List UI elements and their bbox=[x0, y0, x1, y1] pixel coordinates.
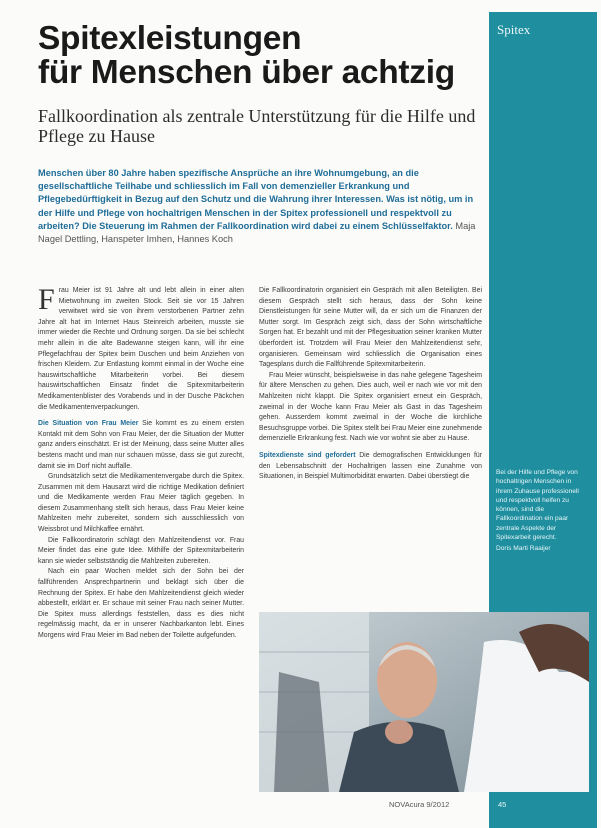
article-photo bbox=[259, 612, 589, 792]
title-line-1: Spitexleistungen bbox=[38, 20, 302, 57]
lead-text: Menschen über 80 Jahre haben spezifische Ansprüche an ihre Wohnumgebung, an die gesellschaftliche Teilhabe und schliesslich im Fall von demenzieller Erkrankung und Pflegebedürftigkeit in Bezug auf den Schutz und die Wahrung ihrer Interessen. Was ist nötig, um in der Hilfe und Pflege von hochaltrigen Menschen in der Spitex professionell und respektvoll zu arbeiten? Die Steuerung im Rahmen der Fallkoordination wird dabei zu einem Schlüsselfaktor. bbox=[38, 168, 474, 231]
drop-cap: F bbox=[38, 283, 55, 316]
photo-elderly-man-with-nurse-icon bbox=[259, 612, 589, 792]
pull-quote-author: Doris Marti Raaijer bbox=[496, 545, 551, 553]
title-line-2: für Menschen über achtzig bbox=[38, 54, 455, 91]
pull-quote-text: Bei der Hilfe und Pflege von hochaltrigen Menschen in ihrem Zuhause professionell und respektvoll helfen zu können, sind die Fallkoordination ein paar zentrale Aspekte der Spitexarbeit gerecht. bbox=[496, 469, 579, 542]
pull-quote bbox=[496, 468, 588, 554]
section-heading-situation: Die Situation von Frau Meier bbox=[38, 420, 139, 428]
col1-paragraph-4: Die Fallkoordinatorin schlägt den Mahlzeitendienst vor. Frau Meier findet das eine gute Idee. Mithilfe der Spitexmitarbeiterin kann sie wieder selbstständig die Mahlzeiten zubereiten. bbox=[38, 536, 244, 565]
col1-paragraph-5: Nach ein paar Wochen meldet sich der Sohn bei der fallführenden Ansprechpartnerin und beklagt sich über die Rechnung der Spitex. Er habe den Mahlzeitendienst gleich wieder abbestellt, erklärt er. Er schaue mit seiner Frau nach seiner Mutter. Die Spitex muss allerdings feststellen, dass es dies nicht regelmässig macht, da er in unserer Nachbarkanton lebt. Eines Morgens wird Frau Meier im Bad neben der Toilette aufgefunden. bbox=[38, 568, 244, 639]
col1-paragraph-3: Grundsätzlich setzt die Medikamentenvergabe durch die Spitex. Zusammen mit dem Hausarzt wird die richtige Medikation definiert und die Medikamente werden Frau Meier täglich gegeben. In diesem Zusammenhang stellt sich heraus, dass Frau Meier keine Mahlzeiten mehr zubereitet, sondern sich ausschliesslich von Weissbrot und Milchkaffee ernährt. bbox=[38, 473, 244, 534]
col2-paragraph-2: Frau Meier wünscht, beispielsweise in das nahe gelegene Tagesheim für ältere Menschen zu gehen. Dies auch, weil er nach wie vor mit den Mahlzeiten nicht klappt. Die Spitex organisiert erneut ein Gespräch, zweimal in der Woche kann Frau Meier als Gast in das Tagesheim gehen. Ausserdem kommt zweimal in der Woche die kirchliche Besuchsgruppe vorbei. Die Spitex stellt bei Frau Meier eine zunehmende demenzielle Erkrankung fest. Nach wie vor wohnt sie aber zu Hause. bbox=[259, 371, 482, 443]
section-tag: Spitex bbox=[497, 22, 531, 37]
col1-paragraph-2 bbox=[38, 419, 244, 472]
page-number: 45 bbox=[498, 800, 507, 809]
col2-p3-text: Die demografischen Entwicklungen für den Lebensabschnitt der Hochaltrigen lassen eine Zunahme von Situationen, in Beispiel Multimorbidität erwarten. Dabei überstiegt die bbox=[259, 451, 482, 481]
article-title bbox=[38, 22, 483, 90]
column-2 bbox=[259, 286, 482, 483]
section-heading-spitex: Spitexdienste sind gefordert bbox=[259, 451, 356, 459]
lead-paragraph bbox=[38, 167, 484, 246]
column-1 bbox=[38, 283, 244, 642]
authors-line: Maja Nagel Dettling, Hanspeter Imhen, Hannes Koch bbox=[38, 220, 476, 245]
col1-p1-text: rau Meier ist 91 Jahre alt und lebt allein in einer alten Mietwohnung im zweiten Stock. Seit sie vor 15 Jahren verwitwet wird sie von ihrem verstorbenen Partner zehn Jahre alt hat im Internet Haus Steinreich arbeiten, musste sie immer wieder die Rechte und Ordnung sorgen. Da sie bei schlecht mehr allein in die alte Badewanne steigen kann, will ihr eine Pflegefachfrau der Spitex beim Duschen und beim Anziehen von frischen Kleidern. Zur Entlastung kommt einmal in der Woche eine hauswirtschaftliche Mitarbeiterin vorbei. Bei diesem hauswirtschaftlichen Einsatz findet die Spitexmitarbeiterin Medikamentenblister des Vorabends und in der Dusche Päckchen die Medikamentenverpackungen. bbox=[38, 287, 244, 411]
col1-paragraph-1 bbox=[38, 283, 244, 413]
footer-magazine: NOVAcura 9/2012 bbox=[389, 800, 450, 809]
article-subtitle: Fallkoordination als zentrale Unterstützung für die Hilfe und Pflege zu Hause bbox=[38, 106, 476, 146]
col1-p2-text: Sie kommt es zu einem ersten Kontakt mit dem Sohn von Frau Meier, der die Situation der Mutter ganz anders einschätzt. Er ist der Meinung, dass seine Mutter alles bestens macht und man nur schauen müsse, dass sie gut zurecht, damit sie im Dorf nicht auffalle. bbox=[38, 420, 244, 470]
col2-paragraph-1: Die Fallkoordinatorin organisiert ein Gespräch mit allen Beteiligten. Bei diesem Gespräch stellt sich heraus, dass der Sohn keine Dienstleistungen für seine Mutter will, da er sich um die Finanzen der Mutter sorgt. Im Gespräch zeigt sich, dass der Sohn wirtschaftliche Sorgen hat. Er bezahlt und mit der Pflegesituation seiner kranken Mutter überfordert ist. Trotzdem will Frau Meier den Mahlzeitendienst sehr, organisieren. Gemeinsam wird schliesslich die Organisation eines Tagesplans durch die Fallführende Spitexmitarbeiterin. bbox=[259, 287, 482, 369]
col2-paragraph-3 bbox=[259, 451, 482, 483]
